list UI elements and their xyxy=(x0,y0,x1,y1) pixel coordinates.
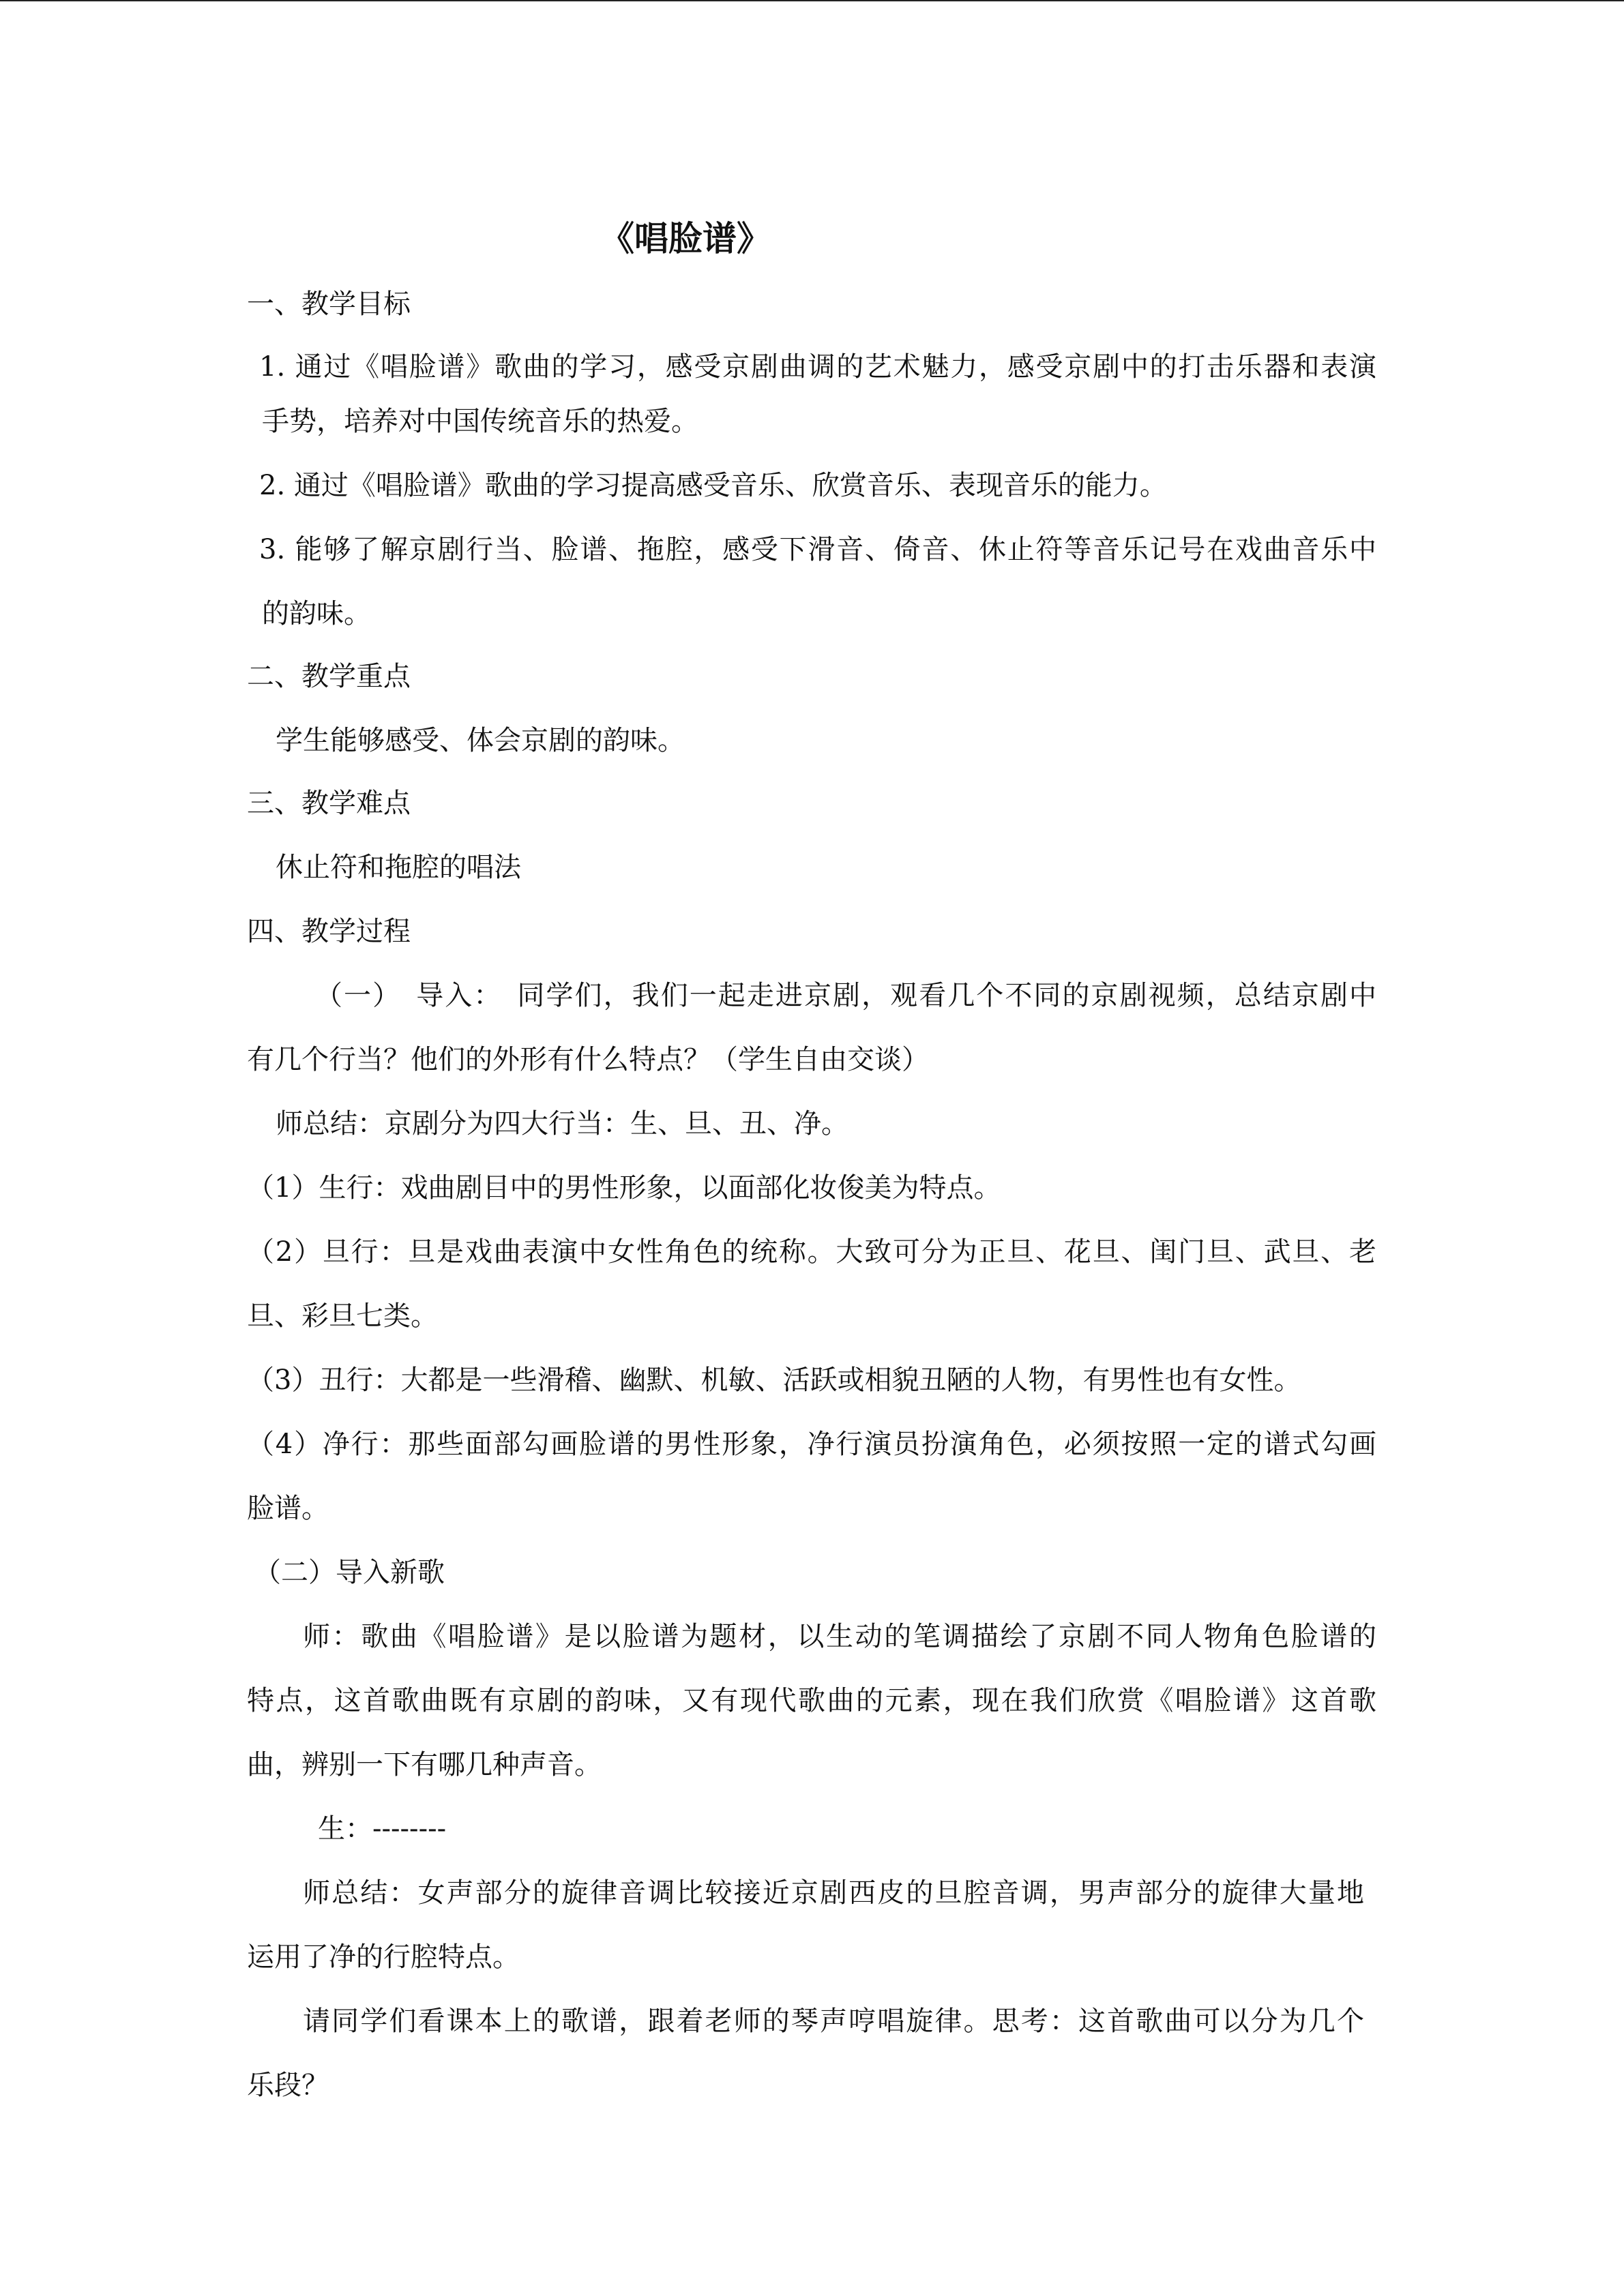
key-points-text: 学生能够感受、体会京剧的韵味。 xyxy=(276,725,685,756)
role-sheng: （1）生行：戏曲剧目中的男性形象，以面部化妆俊美为特点。 xyxy=(247,1172,1001,1204)
role-jing-line-1: （4）净行：那些面部勾画脸谱的男性形象，净行演员扮演角色，必须按照一定的谱式勾画 xyxy=(247,1429,1376,1460)
teacher-para-3-line-1: 请同学们看课本上的歌谱，跟着老师的琴声哼唱旋律。思考：这首歌曲可以分为几个 xyxy=(303,2006,1364,2037)
teacher-para-1-line-1: 师：歌曲《唱脸谱》是以脸谱为题材，以生动的笔调描绘了京剧不同人物角色脸谱的 xyxy=(303,1621,1376,1652)
intro-line-2: 有几个行当？他们的外形有什么特点？（学生自由交谈） xyxy=(247,1044,929,1075)
role-chou: （3）丑行：大都是一些滑稽、幽默、机敏、活跃或相貌丑陋的人物，有男性也有女性。 xyxy=(247,1365,1301,1396)
teacher-para-1-line-2: 特点，这首歌曲既有京剧的韵味，又有现代歌曲的元素，现在我们欣赏《唱脸谱》这首歌 xyxy=(247,1685,1376,1716)
document-title: 《唱脸谱》 xyxy=(600,218,771,258)
role-dan-line-2: 旦、彩旦七类。 xyxy=(247,1300,438,1332)
difficulties-text: 休止符和拖腔的唱法 xyxy=(276,852,521,883)
objective-2: 2. 通过《唱脸谱》歌曲的学习提高感受音乐、欣赏音乐、表现音乐的能力。 xyxy=(259,470,1167,501)
section-heading-objectives: 一、教学目标 xyxy=(247,288,411,320)
role-jing-line-2: 脸谱。 xyxy=(247,1493,329,1524)
objective-3-line-1: 3. 能够了解京剧行当、脸谱、拖腔，感受下滑音、倚音、休止符等音乐记号在戏曲音乐中 xyxy=(259,534,1376,565)
teacher-para-1-line-3: 曲，辨别一下有哪几种声音。 xyxy=(247,1749,602,1780)
teacher-summary: 师总结：京剧分为四大行当：生、旦、丑、净。 xyxy=(276,1108,848,1139)
objective-1-line-2: 手势，培养对中国传统音乐的热爱。 xyxy=(262,406,698,437)
role-dan-line-1: （2）旦行：旦是戏曲表演中女性角色的统称。大致可分为正旦、花旦、闺门旦、武旦、老 xyxy=(247,1236,1376,1268)
teacher-para-2-line-2: 运用了净的行腔特点。 xyxy=(247,1941,520,1973)
section-heading-difficulties: 三、教学难点 xyxy=(247,788,411,819)
student-response: 生：-------- xyxy=(318,1813,447,1845)
objective-1-line-1: 1. 通过《唱脸谱》歌曲的学习，感受京剧曲调的艺术魅力，感受京剧中的打击乐器和表演 xyxy=(259,351,1376,383)
section-heading-process: 四、教学过程 xyxy=(247,916,411,947)
objective-3-line-2: 的韵味。 xyxy=(262,598,371,629)
subsection-new-song: （二）导入新歌 xyxy=(254,1557,445,1588)
intro-line-1: （一） 导入： 同学们，我们一起走进京剧，观看几个不同的京剧视频，总结京剧中 xyxy=(315,980,1376,1011)
teacher-para-2-line-1: 师总结：女声部分的旋律音调比较接近京剧西皮的旦腔音调，男声部分的旋律大量地 xyxy=(303,1877,1364,1909)
teacher-para-3-line-2: 乐段？ xyxy=(247,2070,329,2101)
section-heading-key-points: 二、教学重点 xyxy=(247,661,411,692)
